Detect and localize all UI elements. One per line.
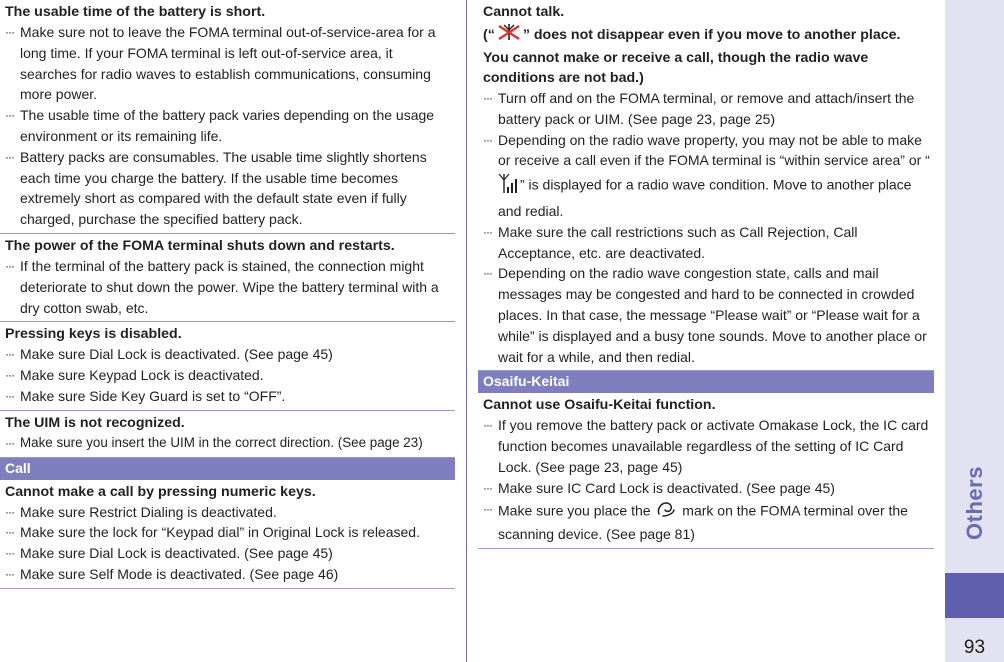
ellipsis-bullet: ··· [483, 266, 492, 281]
ellipsis-bullet: ··· [5, 347, 14, 362]
column-divider [466, 0, 467, 662]
page-number: 93 [963, 637, 986, 658]
list-item: ··· Turn off and on the FOMA terminal, or remove and attach/insert the battery pack or UIM. (See page 23, page 25) [483, 90, 915, 127]
ellipsis-bullet: ··· [483, 501, 492, 516]
category-bar-call: Call [0, 458, 455, 480]
section-subtitle: You cannot make or receive a call, though the radio wave conditions are not bad.) [483, 50, 869, 86]
power-section [0, 234, 455, 322]
ellipsis-bullet: ··· [5, 149, 14, 164]
felica-mark-icon [654, 499, 678, 525]
right-column [478, 0, 934, 549]
list-item: ··· Depending on the radio wave property, you may not be able to make or receive a call even if the FOMA terminal is “within service area” or “” is displayed for a radio wave condition. Move to another place and redial. [483, 131, 930, 219]
list-item: ··· Depending on the radio wave congestion state, calls and mail messages may be congested and hard to be connected in crowded places. In that case, the message “Please wait” or “Please wait for a while” is displayed and a busy tone sounds. Move to another place or wait for a while, and then redial. [483, 265, 927, 365]
battery-section [0, 0, 455, 234]
ellipsis-bullet: ··· [5, 435, 14, 450]
ellipsis-bullet: ··· [483, 132, 492, 147]
ellipsis-bullet: ··· [5, 108, 14, 123]
list-item: ··· Make sure IC Card Lock is deactivated. (See page 45) [478, 478, 934, 499]
section-title: The power of the FOMA terminal shuts down and restarts. [5, 237, 395, 254]
list-item: ··· Make sure you place the mark on the FOMA terminal over the scanning device. (See page 81) [478, 499, 934, 546]
osaifu-section [478, 393, 934, 549]
section-title: Pressing keys is disabled. [5, 326, 182, 343]
section-subtitle: (“ ” does not disappear even if you move to another place. [478, 22, 934, 48]
section-title: Cannot talk. [483, 4, 565, 20]
list-item: ··· Make sure Keypad Lock is deactivated. [0, 365, 455, 386]
ellipsis-bullet: ··· [5, 546, 14, 561]
section-tab-marker [945, 573, 1004, 618]
left-column [0, 0, 455, 589]
list-item: ··· Make sure Side Key Guard is set to “OFF”. [0, 386, 455, 407]
section-title: The UIM is not recognized. [5, 414, 185, 431]
list-item: ··· Make sure the lock for “Keypad dial” in Original Lock is released. [0, 522, 455, 543]
ellipsis-bullet: ··· [5, 258, 14, 273]
section-label: Others [961, 465, 987, 540]
list-item: ··· Make sure Dial Lock is deactivated. (See page 45) [0, 543, 455, 564]
ellipsis-bullet: ··· [483, 91, 492, 105]
list-item: ··· If the terminal of the battery pack is stained, the connection might deteriorate to shut down the power. Wipe the battery terminal with a dry cotton swab, etc. [5, 257, 439, 316]
call-section [0, 480, 455, 589]
signal-strength-icon [498, 171, 520, 201]
ellipsis-bullet: ··· [483, 418, 492, 433]
category-bar-osaifu: Osaifu-Keitai [478, 371, 934, 393]
section-title: Cannot use Osaifu-Keitai function. [483, 397, 716, 414]
section-title: Cannot make a call by pressing numeric keys. [5, 483, 316, 500]
ellipsis-bullet: ··· [5, 504, 14, 519]
ellipsis-bullet: ··· [5, 525, 14, 540]
ellipsis-bullet: ··· [5, 388, 14, 403]
list-item: ··· Make sure Dial Lock is deactivated. (See page 45) [0, 344, 455, 365]
list-item: ··· Make sure you insert the UIM in the correct direction. (See page 23) [0, 433, 455, 454]
list-item: ··· Battery packs are consumables. The usable time slightly shortens each time you charge the battery. If the usable time becomes extremely short as compared with the default state even if fully charged, purchase the specified battery pack. [5, 148, 427, 228]
ellipsis-bullet: ··· [5, 368, 14, 383]
side-tab-strip [945, 0, 1004, 662]
section-title: The usable time of the battery is short. [5, 4, 266, 20]
list-item: ··· The usable time of the battery pack varies depending on the usage environment or its remaining life. [5, 107, 435, 144]
ellipsis-bullet: ··· [5, 25, 14, 39]
list-item: ··· Make sure Restrict Dialing is deactivated. [0, 502, 455, 523]
ellipsis-bullet: ··· [483, 224, 492, 239]
list-item: ··· Make sure not to leave the FOMA terminal out-of-service-area for a long time. If your FOMA terminal is left out-of-service area, it searches for radio waves to establish communications, consuming more power. [5, 24, 436, 103]
out-of-service-icon [495, 22, 523, 48]
list-item: ··· Make sure Self Mode is deactivated. (See page 46) [0, 564, 455, 585]
list-item: ··· If you remove the battery pack or activate Omakase Lock, the IC card function becomes unavailable regardless of the setting of IC Card Lock. (See page 23, page 45) [483, 417, 929, 475]
keys-section [0, 322, 455, 410]
uim-section [0, 411, 455, 458]
ellipsis-bullet: ··· [5, 566, 14, 581]
talk-section [478, 0, 934, 371]
ellipsis-bullet: ··· [483, 480, 492, 495]
list-item: ··· Make sure the call restrictions such as Call Rejection, Call Acceptance, etc. are deactivated. [483, 223, 858, 261]
